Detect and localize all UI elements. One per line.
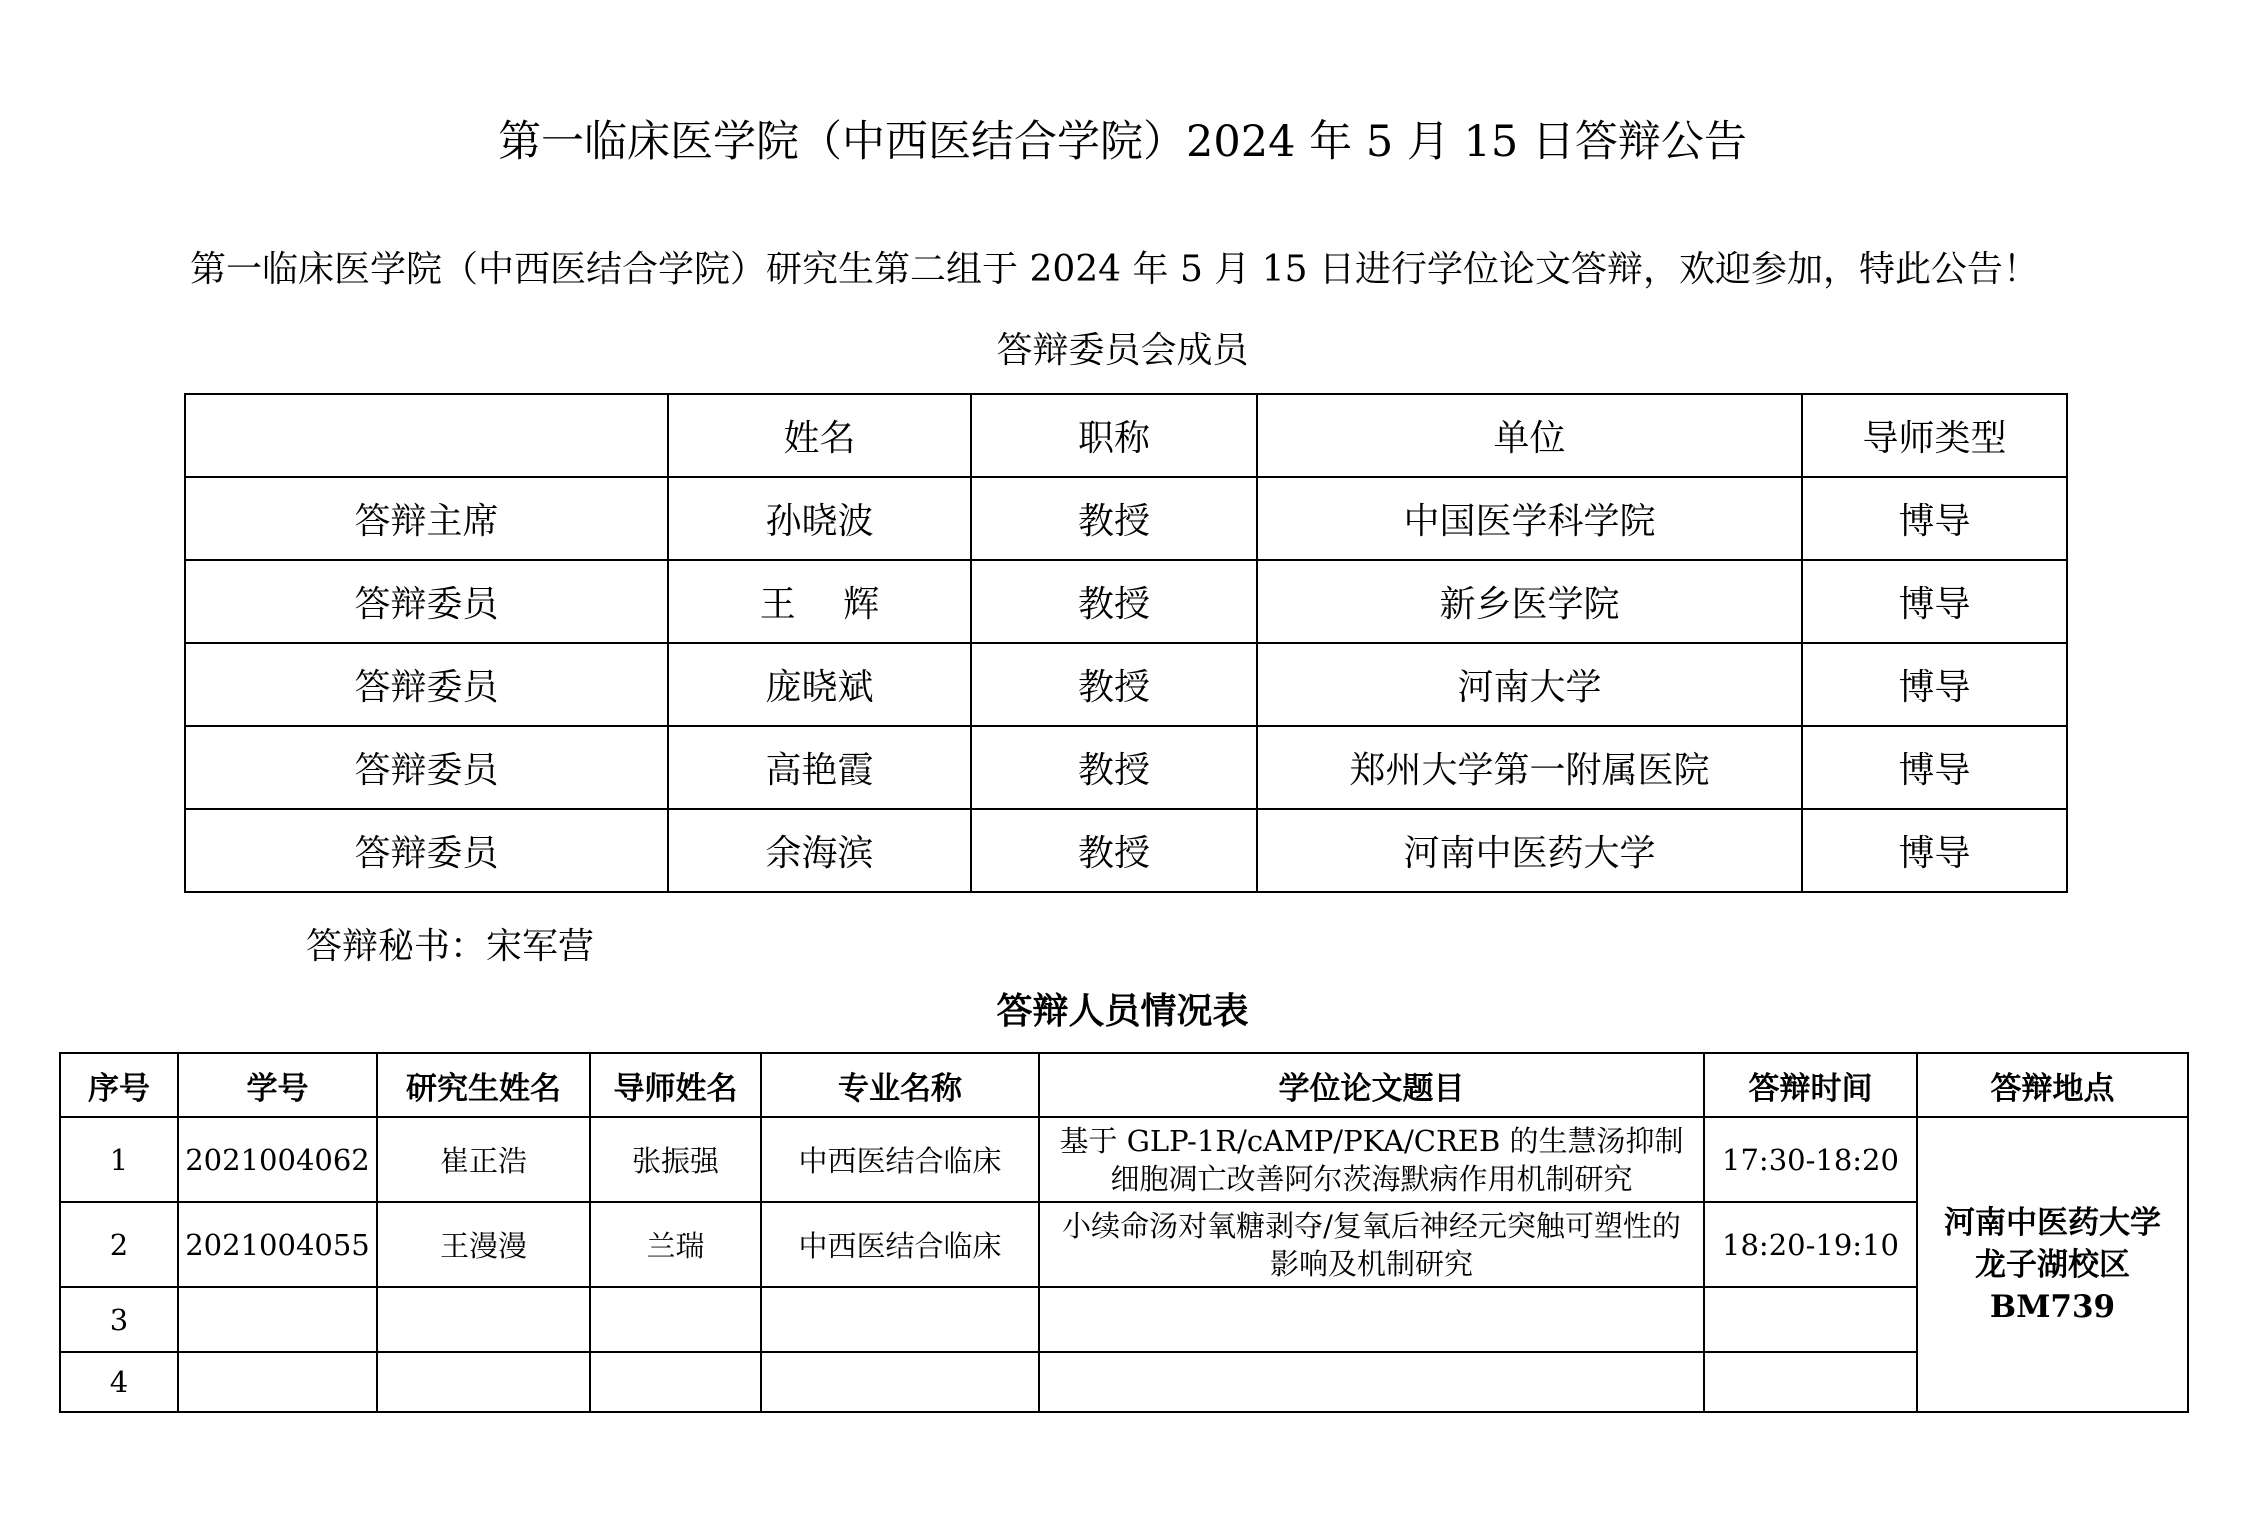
committee-name: 高艳霞 bbox=[668, 726, 971, 809]
students-header-cell: 学位论文题目 bbox=[1039, 1053, 1704, 1117]
student-row bbox=[60, 1117, 2188, 1202]
committee-unit: 河南大学 bbox=[1257, 643, 1802, 726]
defense-time bbox=[1704, 1352, 1917, 1412]
committee-header-cell: 姓名 bbox=[668, 394, 971, 477]
advisor-name: 张振强 bbox=[590, 1117, 761, 1202]
committee-unit: 中国医学科学院 bbox=[1257, 477, 1802, 560]
committee-header-cell: 职称 bbox=[971, 394, 1257, 477]
major-name bbox=[761, 1352, 1039, 1412]
committee-header-cell: 导师类型 bbox=[1802, 394, 2067, 477]
major-name: 中西医结合临床 bbox=[761, 1117, 1039, 1202]
location-line: 龙子湖校区 bbox=[1975, 1246, 2130, 1283]
defense-time bbox=[1704, 1287, 1917, 1352]
committee-name: 余海滨 bbox=[668, 809, 971, 892]
thesis-title: 小续命汤对氧糖剥夺/复氧后神经元突触可塑性的影响及机制研究 bbox=[1039, 1202, 1704, 1287]
committee-advisor-type: 博导 bbox=[1802, 726, 2067, 809]
committee-header-row bbox=[185, 394, 2067, 477]
committee-heading: 答辩委员会成员 bbox=[996, 330, 1249, 371]
student-id bbox=[178, 1287, 377, 1352]
student-index: 3 bbox=[60, 1287, 178, 1352]
committee-unit: 河南中医药大学 bbox=[1257, 809, 1802, 892]
page-title: 第一临床医学院（中西医结合学院）2024 年 5 月 15 日答辩公告 bbox=[498, 117, 1747, 167]
defense-location bbox=[1917, 1117, 2188, 1412]
committee-unit: 新乡医学院 bbox=[1257, 560, 1802, 643]
committee-row bbox=[185, 809, 2067, 892]
student-index: 1 bbox=[60, 1117, 178, 1202]
student-name: 王漫漫 bbox=[377, 1202, 590, 1287]
committee-title: 教授 bbox=[971, 726, 1257, 809]
student-index: 4 bbox=[60, 1352, 178, 1412]
committee-name: 庞晓斌 bbox=[668, 643, 971, 726]
committee-role: 答辩委员 bbox=[185, 560, 668, 643]
committee-title: 教授 bbox=[971, 643, 1257, 726]
students-header-cell: 答辩地点 bbox=[1917, 1053, 2188, 1117]
student-id bbox=[178, 1352, 377, 1412]
location-line: 河南中医药大学 bbox=[1944, 1204, 2161, 1241]
committee-advisor-type: 博导 bbox=[1802, 560, 2067, 643]
students-header-cell: 导师姓名 bbox=[590, 1053, 761, 1117]
committee-row bbox=[185, 726, 2067, 809]
committee-header-cell bbox=[185, 394, 668, 477]
committee-table bbox=[184, 393, 2068, 893]
student-id: 2021004055 bbox=[178, 1202, 377, 1287]
student-name bbox=[377, 1287, 590, 1352]
committee-role: 答辩委员 bbox=[185, 809, 668, 892]
student-row bbox=[60, 1287, 2188, 1352]
thesis-title: 基于 GLP-1R/cAMP/PKA/CREB 的生慧汤抑制细胞凋亡改善阿尔茨海默病作用机制研究 bbox=[1039, 1117, 1704, 1202]
advisor-name: 兰瑞 bbox=[590, 1202, 761, 1287]
committee-row bbox=[185, 477, 2067, 560]
advisor-name bbox=[590, 1287, 761, 1352]
major-name bbox=[761, 1287, 1039, 1352]
committee-advisor-type: 博导 bbox=[1802, 809, 2067, 892]
students-header-row bbox=[60, 1053, 2188, 1117]
students-header-cell: 序号 bbox=[60, 1053, 178, 1117]
students-header-cell: 学号 bbox=[178, 1053, 377, 1117]
student-row bbox=[60, 1202, 2188, 1287]
defense-time: 17:30-18:20 bbox=[1704, 1117, 1917, 1202]
students-header-cell: 研究生姓名 bbox=[377, 1053, 590, 1117]
announcement-text: 第一临床医学院（中西医结合学院）研究生第二组于 2024 年 5 月 15 日进行学位论文答辩，欢迎参加，特此公告！ bbox=[190, 249, 2039, 290]
defense-secretary: 答辩秘书：宋军营 bbox=[306, 926, 595, 967]
committee-name: 王 辉 bbox=[668, 560, 971, 643]
committee-title: 教授 bbox=[971, 809, 1257, 892]
student-name: 崔正浩 bbox=[377, 1117, 590, 1202]
thesis-title bbox=[1039, 1352, 1704, 1412]
student-name bbox=[377, 1352, 590, 1412]
defense-time: 18:20-19:10 bbox=[1704, 1202, 1917, 1287]
students-header-cell: 答辩时间 bbox=[1704, 1053, 1917, 1117]
committee-title: 教授 bbox=[971, 477, 1257, 560]
committee-title: 教授 bbox=[971, 560, 1257, 643]
student-id: 2021004062 bbox=[178, 1117, 377, 1202]
student-index: 2 bbox=[60, 1202, 178, 1287]
thesis-title bbox=[1039, 1287, 1704, 1352]
committee-header-cell: 单位 bbox=[1257, 394, 1802, 477]
committee-role: 答辩委员 bbox=[185, 726, 668, 809]
students-table bbox=[59, 1052, 2189, 1413]
students-heading: 答辩人员情况表 bbox=[996, 990, 1249, 1032]
committee-advisor-type: 博导 bbox=[1802, 477, 2067, 560]
committee-advisor-type: 博导 bbox=[1802, 643, 2067, 726]
committee-role: 答辩主席 bbox=[185, 477, 668, 560]
location-line: BM739 bbox=[1989, 1288, 2116, 1325]
student-row bbox=[60, 1352, 2188, 1412]
students-header-cell: 专业名称 bbox=[761, 1053, 1039, 1117]
committee-row bbox=[185, 560, 2067, 643]
committee-row bbox=[185, 643, 2067, 726]
committee-name: 孙晓波 bbox=[668, 477, 971, 560]
advisor-name bbox=[590, 1352, 761, 1412]
committee-unit: 郑州大学第一附属医院 bbox=[1257, 726, 1802, 809]
committee-role: 答辩委员 bbox=[185, 643, 668, 726]
major-name: 中西医结合临床 bbox=[761, 1202, 1039, 1287]
